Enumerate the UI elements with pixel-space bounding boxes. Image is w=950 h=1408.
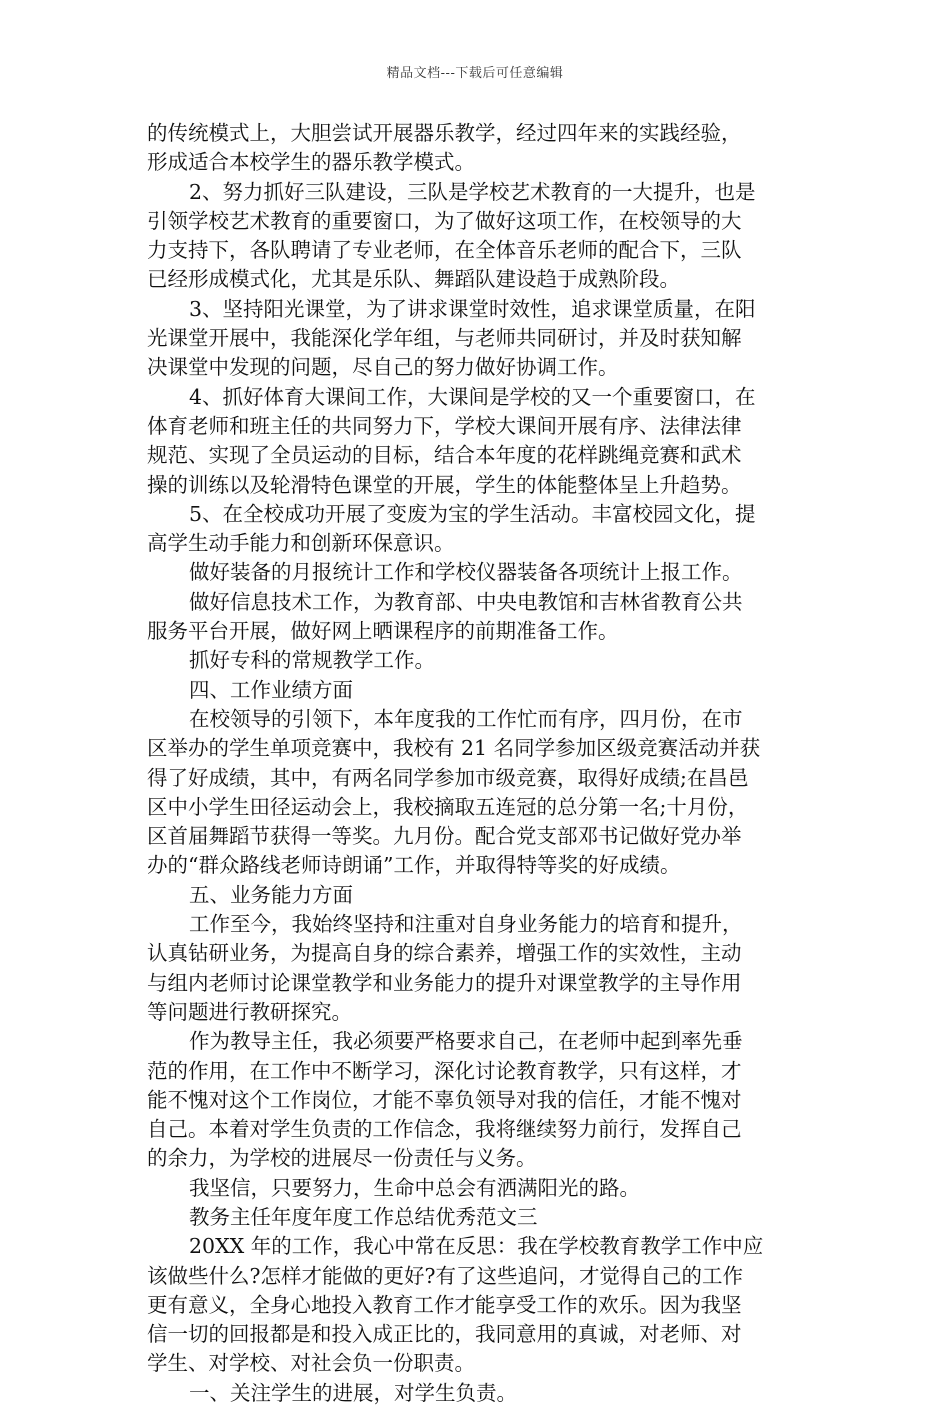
page-header: 精品文档---下载后可任意编辑 xyxy=(386,66,564,81)
text-line: 自己。本着对学生负责的工作信念，我将继续努力前行，发挥自己 xyxy=(147,1117,742,1142)
text-line: 抓好专科的常规教学工作。 xyxy=(189,648,435,673)
text-line: 范的作用，在工作中不断学习，深化讨论教育教学，只有这样，才 xyxy=(147,1058,742,1083)
text-line: 工作至今，我始终坚持和注重对自身业务能力的培育和提升， xyxy=(189,912,743,937)
text-line: 力支持下，各队聘请了专业老师，在全体音乐老师的配合下，三队 xyxy=(147,238,742,263)
text-line: 2、努力抓好三队建设，三队是学校艺术教育的一大提升，也是 xyxy=(189,179,756,204)
text-line: 规范、实现了全员运动的目标，结合本年度的花样跳绳竞赛和武术 xyxy=(147,443,742,468)
text-line: 更有意义，全身心地投入教育工作才能享受工作的欢乐。因为我坚 xyxy=(147,1292,742,1317)
text-line: 作为教导主任，我必须要严格要求自己，在老师中起到率先垂 xyxy=(189,1029,743,1054)
text-line: 引领学校艺术教育的重要窗口，为了做好这项工作，在校领导的大 xyxy=(147,208,742,233)
text-line: 已经形成模式化，尤其是乐队、舞蹈队建设趋于成熟阶段。 xyxy=(147,267,680,292)
text-line: 3、坚持阳光课堂，为了讲求课堂时效性，追求课堂质量，在阳 xyxy=(189,296,756,321)
text-line: 的传统模式上，大胆尝试开展器乐教学，经过四年来的实践经验， xyxy=(147,121,742,145)
text-line: 做好信息技术工作，为教育部、中央电教馆和吉林省教育公共 xyxy=(189,589,743,614)
text-line: 我坚信，只要努力，生命中总会有洒满阳光的路。 xyxy=(189,1175,640,1200)
text-line: 信一切的回报都是和投入成正比的，我同意用的真诚，对老师、对 xyxy=(147,1322,742,1347)
text-line: 在校领导的引领下，本年度我的工作忙而有序，四月份，在市 xyxy=(189,706,743,731)
text-line: 光课堂开展中，我能深化学年组，与老师共同研讨，并及时获知解 xyxy=(147,326,742,351)
text-line: 操的训练以及轮滑特色课堂的开展，学生的体能整体呈上升趋势。 xyxy=(147,472,742,497)
text-line: 五、业务能力方面 xyxy=(189,882,353,907)
text-line: 决课堂中发现的问题，尽自己的努力做好协调工作。 xyxy=(147,355,619,380)
text-line: 认真钻研业务，为提高自身的综合素养，增强工作的实效性，主动 xyxy=(147,941,742,966)
text-line: 的余力，为学校的进展尽一份责任与义务。 xyxy=(147,1146,537,1171)
text-line: 做好装备的月报统计工作和学校仪器装备各项统计上报工作。 xyxy=(189,560,743,585)
text-line: 一、关注学生的进展，对学生负责。 xyxy=(189,1380,517,1405)
text-line: 5、在全校成功开展了变废为宝的学生活动。丰富校园文化，提 xyxy=(189,501,756,526)
text-line: 教务主任年度年度工作总结优秀范文三 xyxy=(189,1204,538,1229)
text-line: 20XX 年的工作，我心中常在反思：我在学校教育教学工作中应 xyxy=(189,1234,764,1259)
text-line: 四、工作业绩方面 xyxy=(189,677,353,702)
text-line: 区首届舞蹈节获得一等奖。九月份。配合党支部邓书记做好党办举 xyxy=(147,824,742,849)
text-line: 高学生动手能力和创新环保意识。 xyxy=(147,531,455,556)
text-line: 等问题进行教研探究。 xyxy=(147,999,352,1024)
text-line: 能不愧对这个工作岗位，才能不辜负领导对我的信任，才能不愧对 xyxy=(147,1087,742,1112)
text-line: 学生、对学校、对社会负一份职责。 xyxy=(147,1351,475,1376)
text-line: 区举办的学生单项竞赛中，我校有 21 名同学参加区级竞赛活动并获 xyxy=(147,736,761,761)
document-body xyxy=(147,119,807,1408)
text-line: 服务平台开展，做好网上晒课程序的前期准备工作。 xyxy=(147,619,619,644)
text-line: 体育老师和班主任的共同努力下，学校大课间开展有序、法律法律 xyxy=(147,413,742,438)
text-line: 得了好成绩，其中，有两名同学参加市级竞赛，取得好成绩;在昌邑 xyxy=(147,765,749,790)
text-line: 该做些什么?怎样才能做的更好?有了这些追问，才觉得自己的工作 xyxy=(147,1263,743,1288)
text-line: 4、抓好体育大课间工作，大课间是学校的又一个重要窗口，在 xyxy=(189,384,756,409)
text-line: 办的“群众路线老师诗朗诵”工作，并取得特等奖的好成绩。 xyxy=(147,853,681,878)
text-line: 区中小学生田径运动会上，我校摘取五连冠的总分第一名;十月份， xyxy=(147,794,749,819)
text-line: 形成适合本校学生的器乐教学模式。 xyxy=(147,150,475,175)
text-line: 与组内老师讨论课堂教学和业务能力的提升对课堂教学的主导作用 xyxy=(147,970,742,995)
